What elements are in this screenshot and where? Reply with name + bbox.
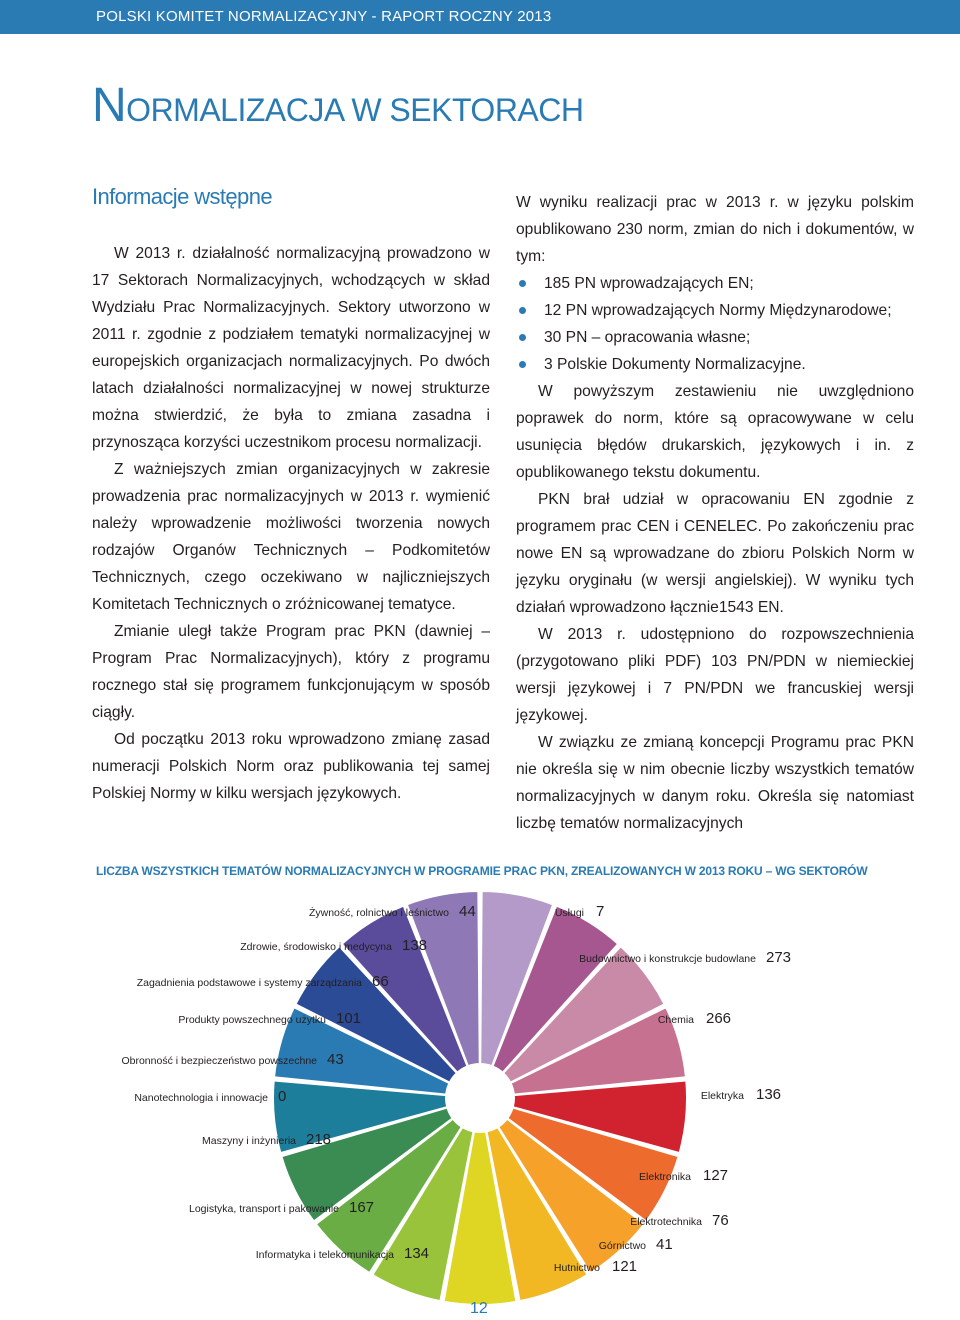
slice-value: 121: [612, 1258, 638, 1275]
slice-value: 218: [306, 1131, 332, 1148]
slice-value: 273: [766, 949, 792, 966]
paragraph: PKN brał udział w opracowaniu EN zgodnie z programem prac CEN i CENELEC. Po zakończeniu prac nowe EN są wprowadzane do zbioru Polskich Norm w języku oryginału (w wersji angielskiej). W wyniku tych działań wprowadzono łącznie1543 EN.: [516, 491, 914, 616]
paragraph: W 2013 r. udostępniono do rozpowszechnienia (przygotowano pliki PDF) 103 PN/PDN w niemieckiej wersji językowej i 7 PN/PDN we francuskiej wersji językowej.: [516, 626, 914, 724]
slice-label: Obronność i bezpieczeństwo powszechne: [121, 1055, 317, 1067]
slice-value: 43: [327, 1051, 344, 1068]
slice-label: Budownictwo i konstrukcje budowlane: [579, 953, 756, 965]
paragraph: Zmianie uległ także Program prac PKN (dawniej – Program Prac Normalizacyjnych), który z programu rocznego stał się programem funkcjonującym w sposób ciągły.: [92, 623, 490, 721]
slice-value: 266: [706, 1010, 732, 1027]
slice-value: 134: [404, 1245, 430, 1262]
slice-label: Elektryka: [700, 1090, 744, 1102]
page-number: 12: [470, 1300, 488, 1317]
title-rest: ORMALIZACJA W SEKTORACH: [126, 92, 584, 128]
slice-label: Informatyka i telekomunikacja: [255, 1249, 394, 1261]
slice-value: 101: [336, 1010, 362, 1027]
slice-value: 138: [402, 937, 428, 954]
slice-value: 7: [596, 903, 605, 920]
slice-value: 66: [372, 973, 389, 990]
slice-value: 44: [459, 903, 476, 920]
slice-label: Żywność, rolnictwo i leśnictwo: [308, 907, 449, 919]
list-item: 185 PN wprowadzających EN;: [516, 270, 914, 297]
slice-label: Logistyka, transport i pakowanie: [189, 1203, 339, 1215]
slice-label: Usługi: [554, 907, 584, 919]
slice-label: Nanotechnologia i innowacje: [134, 1092, 268, 1104]
paragraph: W wyniku realizacji prac w 2013 r. w języku polskim opublikowano 230 norm, zmian do nich i dokumentów, w tym:: [516, 194, 914, 265]
list-item: 3 Polskie Dokumenty Normalizacyjne.: [516, 351, 914, 378]
slice-label: Zdrowie, środowisko i medycyna: [240, 941, 392, 953]
paragraph: W 2013 r. działalność normalizacyjną prowadzono w 17 Sektorach Normalizacyjnych, wchodzących w skład Wydziału Prac Normalizacyjnych. Sektory utworzono w 2011 r. zgodnie z podziałem tematyki normalizacyjnej w europejskich organizacjach normalizacyjnych. Po dwóch latach działalności normalizacyjnej w nowej strukturze można stwierdzić, że była to zmiana zasadna i przynosząca korzyści uczestnikom procesu normalizacji.: [92, 245, 490, 451]
list-item: 30 PN – opracowania własne;: [516, 324, 914, 351]
figure-caption: LICZBA WSZYSTKICH TEMATÓW NORMALIZACYJNYCH W PROGRAMIE PRAC PKN, ZREALIZOWANYCH W 2013 ROKU – WG SEKTORÓW: [96, 864, 868, 878]
paragraph: W powyższym zestawieniu nie uwzględniono poprawek do norm, które są opracowywane w celu usunięcia błędów drukarskich, językowych i in. z opublikowanego tekstu dokumentu.: [516, 383, 914, 481]
slice-value: 136: [756, 1086, 782, 1103]
slice-label: Elektrotechnika: [630, 1216, 702, 1228]
running-title: POLSKI KOMITET NORMALIZACYJNY - RAPORT ROCZNY 2013: [96, 8, 552, 25]
slice-label: Hutnictwo: [553, 1262, 600, 1274]
slice-label: Elektronika: [639, 1171, 691, 1183]
paragraph: Od początku 2013 roku wprowadzono zmianę zasad numeracji Polskich Norm oraz publikowania tej samej Polskiej Normy w kilku wersjach językowych.: [92, 731, 490, 802]
slice-value: 167: [349, 1199, 375, 1216]
paragraph: Z ważniejszych zmian organizacyjnych w zakresie prowadzenia prac normalizacyjnych w 2013 r. wymienić należy wprowadzenie możliwości tworzenia nowych rodzajów Organów Technicznych – Podkomitetów Technicznych, czego oczekiwano w najliczniejszych Komitetach Technicznych o zróżnicowanej tematyce.: [92, 461, 490, 613]
section-heading: Informacje wstępne: [92, 184, 272, 209]
slice-value: 0: [278, 1088, 287, 1105]
slice-label: Chemia: [657, 1014, 694, 1026]
title-initial: N: [92, 79, 127, 132]
slice-value: 41: [656, 1236, 673, 1253]
slice-value: 127: [703, 1167, 729, 1184]
slice-label: Zagadnienia podstawowe i systemy zarządzania: [136, 977, 362, 989]
slice-value: 76: [712, 1212, 729, 1229]
list-item: 12 PN wprowadzających Normy Międzynarodowe;: [516, 297, 914, 324]
slice-label: Produkty powszechnego użytku: [178, 1014, 326, 1026]
slice-label: Górnictwo: [598, 1240, 646, 1252]
paragraph: W związku ze zmianą koncepcji Programu prac PKN nie określa się w nim obecnie liczby wszystkich tematów normalizacyjnych w danym roku. Określa się natomiast liczbę tematów normalizacyjnych: [516, 734, 914, 832]
slice-label: Maszyny i inżynieria: [202, 1135, 296, 1147]
